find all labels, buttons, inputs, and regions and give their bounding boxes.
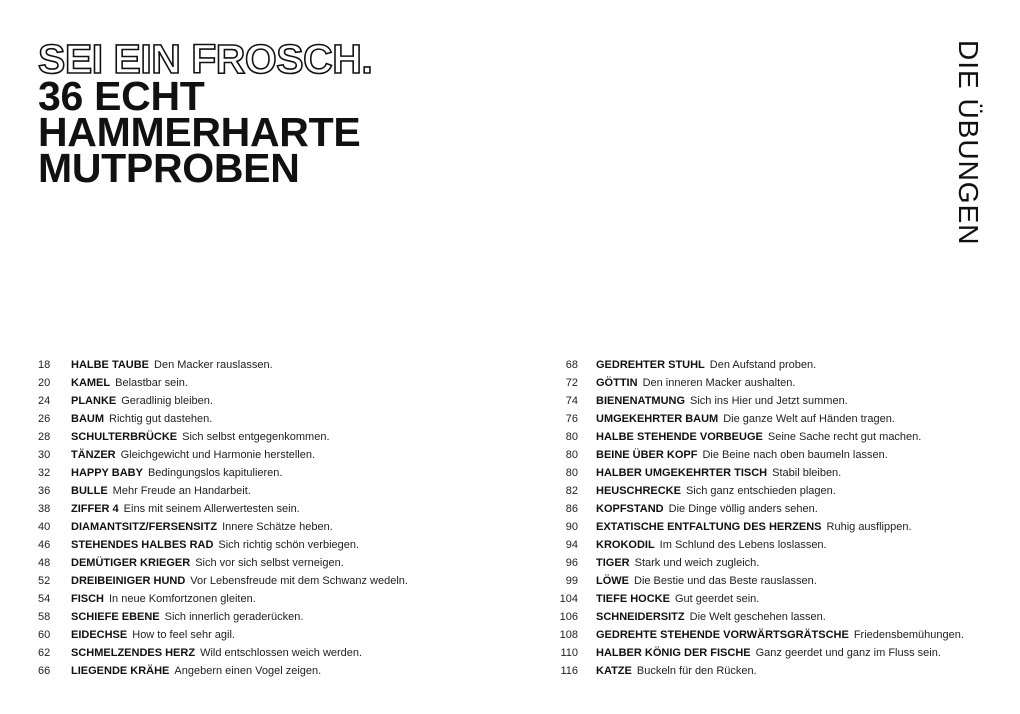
toc-exercise-description: Sich ganz entschieden plagen. xyxy=(685,485,836,497)
toc-exercise-description: Im Schlund des Lebens loslassen. xyxy=(659,539,827,551)
toc-entry-text xyxy=(596,644,941,662)
toc-exercise-description: Die Bestie und das Beste rauslassen. xyxy=(634,575,817,587)
toc-page-number: 26 xyxy=(38,413,51,425)
toc-page-number: 18 xyxy=(38,359,51,371)
toc-exercise-description: Vor Lebensfreude mit dem Schwanz wedeln. xyxy=(190,575,408,587)
toc-exercise-name: HALBER KÖNIG DER FISCHE xyxy=(596,647,751,659)
toc-page-number: 80 xyxy=(565,467,578,479)
toc-exercise-description: Sich richtig schön verbiegen. xyxy=(218,539,360,551)
title-line: HAMMERHARTE xyxy=(38,109,361,155)
toc-page-number: 104 xyxy=(559,593,578,605)
toc-exercise-name: GÖTTIN xyxy=(596,377,638,389)
toc-exercise-name: HALBE TAUBE xyxy=(71,359,150,371)
toc-page-number: 54 xyxy=(38,593,51,605)
toc-exercise-description: How to feel sehr agil. xyxy=(132,629,235,641)
toc-exercise-description: Bedingungslos kapitulieren. xyxy=(147,467,283,479)
toc-exercise-description: Innere Schätze heben. xyxy=(222,521,333,533)
toc-exercise-description: Ganz geerdet und ganz im Fluss sein. xyxy=(755,647,941,659)
toc-exercise-description: Eins mit seinem Allerwertesten sein. xyxy=(123,503,300,515)
toc-exercise-name: SCHMELZENDES HERZ xyxy=(71,647,196,659)
toc-page-number: 20 xyxy=(38,377,51,389)
toc-exercise-name: SCHIEFE EBENE xyxy=(71,611,160,623)
toc-page-number: 82 xyxy=(565,485,578,497)
toc-exercise-name: HAPPY BABY xyxy=(71,467,143,479)
toc-exercise-description: Wild entschlossen weich werden. xyxy=(200,647,363,659)
toc-entry-text xyxy=(596,536,827,554)
toc-exercise-description: Den inneren Macker aushalten. xyxy=(642,377,796,389)
toc-entry-text xyxy=(596,374,795,392)
toc-page-number: 30 xyxy=(38,449,51,461)
toc-entry-text xyxy=(71,446,315,464)
toc-entry-text xyxy=(71,464,282,482)
toc-exercise-name: UMGEKEHRTER BAUM xyxy=(596,413,719,425)
toc-entry-text xyxy=(71,410,212,428)
toc-page-number: 38 xyxy=(38,503,51,515)
toc-entry-text xyxy=(596,626,964,644)
toc-exercise-description: Belastbar sein. xyxy=(115,377,188,389)
toc-entry-text xyxy=(596,428,921,446)
toc-page-number: 24 xyxy=(38,395,51,407)
toc-entry-text xyxy=(71,590,256,608)
toc-exercise-name: EXTATISCHE ENTFALTUNG DES HERZENS xyxy=(596,521,822,533)
toc-page-number: 72 xyxy=(565,377,578,389)
toc-exercise-description: Angebern einen Vogel zeigen. xyxy=(174,665,322,677)
toc-page-number: 62 xyxy=(38,647,51,659)
toc-entry-text xyxy=(71,428,330,446)
toc-exercise-name: DEMÜTIGER KRIEGER xyxy=(71,557,191,569)
toc-exercise-name: BAUM xyxy=(71,413,104,425)
toc-exercise-name: GEDREHTER STUHL xyxy=(596,359,705,371)
toc-exercise-description: Die Welt geschehen lassen. xyxy=(689,611,826,623)
toc-exercise-description: Geradlinig bleiben. xyxy=(121,395,213,407)
toc-exercise-description: Mehr Freude an Handarbeit. xyxy=(112,485,251,497)
toc-exercise-name: GEDREHTE STEHENDE VORWÄRTSGRÄTSCHE xyxy=(596,629,849,641)
toc-exercise-name: HALBE STEHENDE VORBEUGE xyxy=(596,431,763,443)
toc-page-number: 58 xyxy=(38,611,51,623)
toc-exercise-name: DREIBEINIGER HUND xyxy=(71,575,186,587)
toc-entry-text xyxy=(596,500,818,518)
toc-entry-text xyxy=(71,536,359,554)
toc-exercise-name: KATZE xyxy=(596,665,632,677)
toc-page-number: 80 xyxy=(565,449,578,461)
toc-page-number: 94 xyxy=(565,539,578,551)
toc-exercise-description: Richtig gut dastehen. xyxy=(109,413,213,425)
toc-exercise-name: SCHNEIDERSITZ xyxy=(596,611,685,623)
toc-entry-text xyxy=(71,572,408,590)
toc-page-number: 80 xyxy=(565,431,578,443)
toc-page-number: 76 xyxy=(565,413,578,425)
toc-exercise-name: LÖWE xyxy=(596,575,629,587)
title-block xyxy=(38,36,373,191)
toc-entry-text xyxy=(596,464,841,482)
toc-entry-text xyxy=(71,662,321,680)
toc-exercise-name: TIEFE HOCKE xyxy=(596,593,670,605)
toc-entry-text xyxy=(71,518,333,536)
toc-page-number: 46 xyxy=(38,539,51,551)
toc-entry-text xyxy=(596,590,759,608)
toc-exercise-name: BULLE xyxy=(71,485,108,497)
toc-exercise-description: Sich vor sich selbst verneigen. xyxy=(195,557,344,569)
toc-exercise-description: Sich ins Hier und Jetzt summen. xyxy=(690,395,848,407)
toc-entry-text xyxy=(71,626,235,644)
toc-exercise-name: BIENENATMUNG xyxy=(596,395,686,407)
toc-page-number: 86 xyxy=(565,503,578,515)
toc-entry-text xyxy=(596,392,848,410)
toc-entry-text xyxy=(71,482,251,500)
toc-page-number: 68 xyxy=(565,359,578,371)
toc-exercise-description: Stark und weich zugleich. xyxy=(634,557,760,569)
toc-entry-text xyxy=(596,518,912,536)
title-line: 36 ECHT xyxy=(38,73,205,119)
toc-exercise-description: Gut geerdet sein. xyxy=(674,593,760,605)
toc-entry-text xyxy=(596,410,895,428)
toc-exercise-name: BEINE ÜBER KOPF xyxy=(596,449,698,461)
toc-entry-text xyxy=(596,662,757,680)
toc-page-number: 52 xyxy=(38,575,51,587)
toc-entry-text xyxy=(71,644,362,662)
toc-page-number: 36 xyxy=(38,485,51,497)
toc-entry-text xyxy=(596,608,826,626)
toc-entry-text xyxy=(71,500,300,518)
toc-entry-text xyxy=(596,554,759,572)
toc-exercise-name: STEHENDES HALBES RAD xyxy=(71,539,214,551)
toc-page-number: 90 xyxy=(565,521,578,533)
toc-exercise-description: Sich selbst entgegenkommen. xyxy=(182,431,330,443)
toc-page-number: 60 xyxy=(38,629,51,641)
toc-exercise-name: HEUSCHRECKE xyxy=(596,485,681,497)
toc-entry-text xyxy=(596,482,836,500)
toc-exercise-name: KOPFSTAND xyxy=(596,503,664,515)
toc-entry-text xyxy=(596,356,816,374)
toc-exercise-description: Sich innerlich geraderücken. xyxy=(164,611,304,623)
toc-exercise-description: Stabil bleiben. xyxy=(772,467,842,479)
toc-entry-text xyxy=(71,554,344,572)
toc-page-number: 74 xyxy=(565,395,578,407)
toc-exercise-name: KAMEL xyxy=(71,377,111,389)
toc-page-number: 96 xyxy=(565,557,578,569)
toc-entry-text xyxy=(71,374,188,392)
toc-page-number: 110 xyxy=(560,647,578,659)
toc-exercise-description: In neue Komfortzonen gleiten. xyxy=(109,593,256,605)
toc-exercise-description: Friedensbemühungen. xyxy=(853,629,964,641)
toc-exercise-name: LIEGENDE KRÄHE xyxy=(71,665,170,677)
toc-exercise-name: TÄNZER xyxy=(71,449,116,461)
toc-page-number: 48 xyxy=(38,557,51,569)
toc-exercise-name: KROKODIL xyxy=(596,539,655,551)
toc-exercise-name: TIGER xyxy=(596,557,630,569)
toc-exercise-description: Gleichgewicht und Harmonie herstellen. xyxy=(120,449,316,461)
toc-exercise-name: EIDECHSE xyxy=(71,629,128,641)
toc-entry-text xyxy=(596,572,817,590)
toc-exercise-name: FISCH xyxy=(71,593,104,605)
toc-exercise-name: SCHULTERBRÜCKE xyxy=(71,431,178,443)
toc-exercise-description: Den Macker rauslassen. xyxy=(154,359,273,371)
toc-entry-text xyxy=(71,392,213,410)
title-outline-line: SEI EIN FROSCH. xyxy=(38,36,373,82)
toc-page-number: 108 xyxy=(559,629,578,641)
toc-entry-text xyxy=(71,608,303,626)
toc-exercise-description: Den Aufstand proben. xyxy=(709,359,817,371)
toc-page-number: 116 xyxy=(560,665,578,677)
toc-exercise-description: Buckeln für den Rücken. xyxy=(636,665,757,677)
toc-page-number: 99 xyxy=(565,575,578,587)
toc-page-number: 40 xyxy=(38,521,51,533)
toc-page-number: 106 xyxy=(559,611,578,623)
toc-exercise-description: Ruhig ausflippen. xyxy=(826,521,912,533)
section-title-vertical: DIE ÜBUNGEN xyxy=(953,40,984,246)
toc-entry-text xyxy=(596,446,888,464)
toc-exercise-name: DIAMANTSITZ/FERSENSITZ xyxy=(71,521,218,533)
toc-exercise-description: Seine Sache recht gut machen. xyxy=(767,431,922,443)
toc-page-number: 66 xyxy=(38,665,51,677)
toc-exercise-description: Die Beine nach oben baumeln lassen. xyxy=(702,449,888,461)
toc-exercise-name: ZIFFER 4 xyxy=(71,503,119,515)
toc-exercise-description: Die Dinge völlig anders sehen. xyxy=(668,503,818,515)
toc-exercise-description: Die ganze Welt auf Händen tragen. xyxy=(723,413,895,425)
toc-page-number: 32 xyxy=(38,467,51,479)
toc-page-number: 28 xyxy=(38,431,51,443)
title-line: MUTPROBEN xyxy=(38,145,300,191)
toc-exercise-name: HALBER UMGEKEHRTER TISCH xyxy=(596,467,768,479)
toc-exercise-name: PLANKE xyxy=(71,395,117,407)
toc-entry-text xyxy=(71,356,273,374)
